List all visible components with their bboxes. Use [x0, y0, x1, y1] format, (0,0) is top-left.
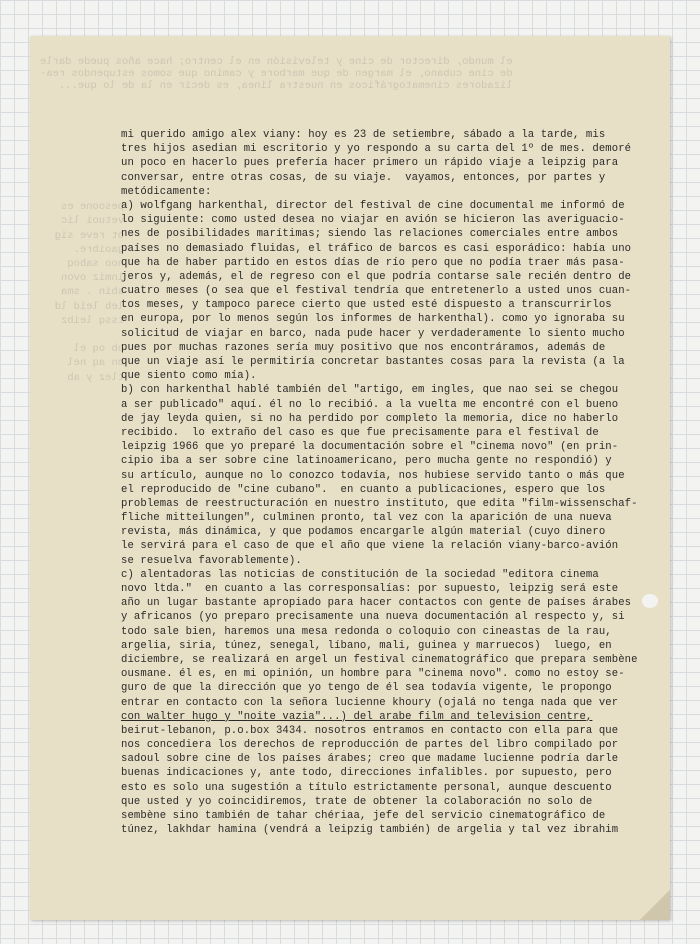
letter-line: guro de que la dirección que yo tengo de él sea todavía vigente, le propongo — [121, 682, 612, 695]
letter-line: argelia, siria, túnez, senegal, líbano, mali, guinea y marruecos) luego, en — [121, 639, 612, 652]
letter-line: año un lugar bastante apropiado para hacer contactos con gente de países árabes — [121, 597, 632, 610]
letter-line: que usted y yo coincidiremos, trate de obtener la colaboración no solo de — [121, 795, 593, 808]
letter-line: revista, más dinámica, y que podamos encargarle algún material (cuyo dinero — [121, 526, 606, 539]
letter-line: entrar en contacto con la señora lucienne khoury (ojalá no tenga nada que ver — [121, 696, 619, 709]
letter-line: diciembre, se realizará en argel un festival cinematográfico que prepara sembène — [121, 653, 638, 666]
letter-line: y africanos (yo preparo precisamente una nueva documentación al respecto y, si — [121, 611, 625, 624]
letter-line: leipzig 1966 que yo preparé la documentación sobre el "cinema novo" (en prin- — [121, 441, 619, 454]
letter-line: en europa, por lo menos según los informes de harkenthal). como yo ignoraba su — [121, 313, 625, 326]
letter-line: a ser publicado" aquí. él no lo recibió. a la vuelta me encontré con el bueno — [121, 398, 619, 411]
letter-line: lo siguiente: como usted desea no viajar en avión se hicieron las averiguacio- — [121, 214, 625, 227]
letter-line: conversar, entre otras cosas, de su viaje. vayamos, entonces, por partes y — [121, 171, 606, 184]
letter-line: cuatro meses (o sea que el festival tendría que entretenerlo a usted unos cuan- — [121, 285, 632, 298]
letter-line: sembène sino también de tahar chériaa, jefe del servicio cinematográfico de — [121, 810, 606, 822]
letter-line: buenas indicaciones y, ante todo, direcciones infalibles. por supuesto, pero — [121, 767, 612, 780]
letter-line: nos concediera los derechos de reproducción de partes del libro compilado por — [121, 739, 619, 752]
letter-line: solicitud de viajar en barco, nada pude hacer y verdaderamente lo siento mucho — [121, 327, 625, 340]
letter-line: que un viaje así le permitiría concretar bastantes cosas para la revista (a la — [121, 356, 625, 368]
paper-tear — [642, 594, 658, 608]
letter-line: pues por muchas razones sería muy positivo que nos encontráramos, además de — [121, 341, 606, 354]
show-through-text-top: el mundo, director de cine y televisión en el centro; hace años puede darle de cine cubano, el margen de que marbore y camino que somos estupendos rea- lizadores cinematográficos en nuestra línea, es decir en la de lo que... — [40, 56, 513, 92]
letter-line: ousmane. él es, en mi opinión, un hombre para "cinema novo". como no estoy se- — [121, 668, 625, 681]
letter-line: tos meses, y tampoco parece cierto que usted esté dispuesto a transcurrirlos — [121, 299, 612, 312]
letter-line: países no demasiado fluidas, el tráfico de barcos es casi esporádico: había uno — [121, 242, 632, 255]
letter-line: el reproducido de "cine cubano". en cuanto a publicaciones, espero que los — [121, 483, 606, 496]
letter-line: recibido. lo extraño del caso es que fue precisamente para el festival de — [121, 426, 599, 439]
letter-line: túnez, lakhdar hamina (vendrá a leipzig también) de argelia y tal vez ibrahim — [121, 824, 619, 837]
letter-line: mi querido amigo alex viany: hoy es 23 de setiembre, sábado a la tarde, mis — [121, 129, 606, 141]
letter-line: un poco en hacerlo pues prefería hacer primero un rápido viaje a leipzig para — [121, 157, 619, 170]
letter-line: b) con harkenthal hablé también del "artigo, em ingles, que nao sei se chegou — [121, 384, 619, 397]
letter-body — [121, 128, 661, 837]
letter-line: cipio iba a ser sobre cine latinoamericano, pero mucha gente no respondió) y — [121, 455, 612, 468]
letter-line: con walter hugo y "noite vazia"...) del arabe film and television centre, — [121, 710, 593, 723]
show-through-text-left: pesoone es vetuoi lic ot reve sig gaoibre. noo saboq inmiz ovon sbin . sma leb leid ld tssq leibz ob oq el on aq nel tlez y ab — [54, 201, 124, 384]
letter-line: problemas de reestructuración en nuestro instituto, que edita "film-wissenschaf- — [121, 497, 638, 510]
letter-line: sadoul sobre cine de los países árabes; creo que madame lucienne podría darle — [121, 753, 619, 766]
letter-line: que ha de haber partido en estos días de río pero que no podía traer más pasa- — [121, 256, 625, 269]
letter-line: le servirá para el caso de que el año que viene la relación viany-barco-avión — [121, 540, 619, 553]
letter-line: nes de posibilidades marítimas; siendo las relaciones comerciales entre ambos — [121, 228, 619, 241]
letter-line: fliche mitteilungen", culminen pronto, tal vez con la aparición de una nueva — [121, 512, 612, 525]
letter-line: novo ltda." en cuanto a las corresponsalías: por supuesto, leipzig será este — [121, 583, 619, 595]
letter-line: jeros y, además, el de regreso con el que podría contarse sale recién dentro de — [121, 270, 632, 283]
letter-line: tres hijos asedian mi escritorio y yo respondo a su carta del 1º de mes. demoré — [121, 143, 632, 156]
letter-line: su artículo, aunque no lo conozco todavía, nos hubiese servido tanto o más que — [121, 469, 625, 482]
letter-line: esto es solo una sugestión a título estrictamente personal, aunque descuento — [121, 781, 612, 794]
letter-line: c) alentadoras las noticias de constitución de la sociedad "editora cinema — [121, 568, 599, 581]
letter-sheet — [30, 36, 670, 920]
letter-line: todo sale bien, haremos una mesa redonda o coloquio con cineastas de la rau, — [121, 625, 612, 638]
letter-line: a) wolfgang harkenthal, director del festival de cine documental me informó de — [121, 199, 625, 212]
letter-line: metódicamente: — [121, 185, 212, 198]
letter-line: que siento como mía). — [121, 370, 257, 383]
letter-line: se resuelva favorablemente). — [121, 554, 302, 567]
letter-line: beirut-lebanon, p.o.box 3434. nosotros entramos en contacto con ella para que — [121, 724, 619, 737]
letter-line: de jay leyda quien, si no ha perdido por completo la memoria, dice no haberlo — [121, 412, 619, 425]
